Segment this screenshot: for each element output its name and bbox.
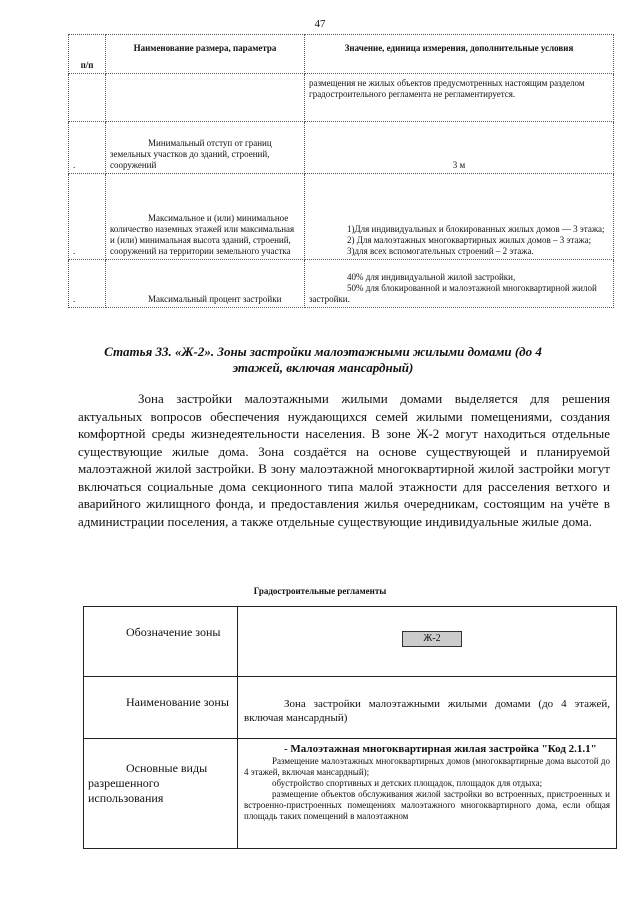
zone-description-paragraph: Зона застройки малоэтажными жилыми домами выделяется для решения актуальных вопросов обеспечения нуждающихся семей жилыми помещениями, создания комфортной среды жизнедеятельности населения. В зоне Ж-2 могут находиться отдельные существующие жилые дома. Зона создаётся на основе существующей и планируемой малоэтажной жилой застройки. В зону малоэтажной многоквартирной жилой застройки могут включаться социальные дома секционного типа малой этажности для расселения ветхого и аварийного жилищного фонда, и предоставления жилья очередникам, состоящим на учёте в администрации поселения, а также отдельные существующие индивидуальные жилые дома.	[78, 391, 610, 529]
table-row	[69, 74, 614, 122]
article-title: Статья 33. «Ж-2». Зоны застройки малоэтажными жилыми домами (до 4 этажей, включая мансардный)	[104, 344, 542, 375]
uses-label: Основные виды разрешенного использования	[88, 761, 208, 805]
name-label: Наименование зоны	[126, 695, 229, 709]
row-value	[305, 74, 614, 122]
row-value	[305, 174, 614, 260]
use-heading: - Малоэтажная многоквартирная жилая застройка "Код 2.1.1"	[284, 743, 597, 755]
value-line: 40% для индивидуальной жилой застройки,	[347, 272, 516, 282]
uses-value-cell	[238, 739, 617, 849]
table-row	[69, 260, 614, 308]
row-num: .	[69, 260, 106, 308]
value-line: 50% для блокированной и малоэтажной многоквартирной жилой застройки.	[309, 283, 597, 304]
row-parameter	[106, 260, 305, 308]
row-parameter	[106, 174, 305, 260]
table-row	[84, 739, 617, 849]
header-value: Значение, единица измерения, дополнительные условия	[305, 35, 614, 74]
zone-name: Зона застройки малоэтажными жилыми домами (до 4 этажей, включая мансардный)	[244, 698, 610, 724]
table-row	[84, 677, 617, 739]
table-header-row	[69, 35, 614, 74]
row-num: .	[69, 174, 106, 260]
row-value	[305, 122, 614, 174]
uses-label-cell	[84, 739, 238, 849]
name-label-cell	[84, 677, 238, 739]
value-line: 3)для всех вспомогательных строений – 2 этажа.	[347, 246, 534, 256]
name-value-cell	[238, 677, 617, 739]
zone-code-badge: Ж-2	[402, 631, 462, 647]
use-line: размещение объектов обслуживания жилой застройки во встроенных, пристроенных и встроенно-пристроенных помещениях малоэтажного многоквартирного дома, если общая площадь таких помещений в малоэтажном	[244, 789, 610, 821]
designation-value-cell	[238, 607, 617, 677]
parameters-table	[68, 34, 614, 308]
page-number: 47	[314, 18, 326, 30]
value-line: размещения не жилых объектов предусмотренных настоящим разделом градостроительного регламента не регламентируется.	[309, 78, 585, 99]
parameter-text: Максимальное и (или) минимальное количество наземных этажей или максимальная и (или) минимальная высота зданий, строений, сооружений на территории земельного участка	[110, 213, 295, 256]
use-line: обустройство спортивных и детских площадок, площадок для отдыха;	[272, 778, 543, 788]
parameter-text: Максимальный процент застройки	[148, 294, 282, 304]
row-value	[305, 260, 614, 308]
row-parameter	[106, 74, 305, 122]
designation-label-cell	[84, 607, 238, 677]
parameter-text: Минимальный отступ от границ земельных участков до зданий, строений, сооружений	[110, 138, 272, 170]
row-num	[69, 74, 106, 122]
value-line: 3 м	[452, 160, 466, 170]
table-row	[69, 174, 614, 260]
row-num: .	[69, 122, 106, 174]
table-row	[69, 122, 614, 174]
designation-label: Обозначение зоны	[126, 625, 221, 639]
header-num: п/п	[69, 35, 106, 74]
header-parameter: Наименование размера, параметра	[106, 35, 305, 74]
zone-regulations-table	[83, 606, 617, 849]
table-row	[84, 607, 617, 677]
value-line: 2) Для малоэтажных многоквартирных жилых домов – 3 этажа;	[347, 235, 592, 245]
use-line: Размещение малоэтажных многоквартирных домов (многоквартирные дома высотой до 4 этажей, включая мансардный);	[244, 756, 610, 777]
regulations-title: Градостроительные регламенты	[253, 586, 387, 596]
row-parameter	[106, 122, 305, 174]
value-line: 1)Для индивидуальных и блокированных жилых домов — 3 этажа;	[347, 224, 605, 234]
